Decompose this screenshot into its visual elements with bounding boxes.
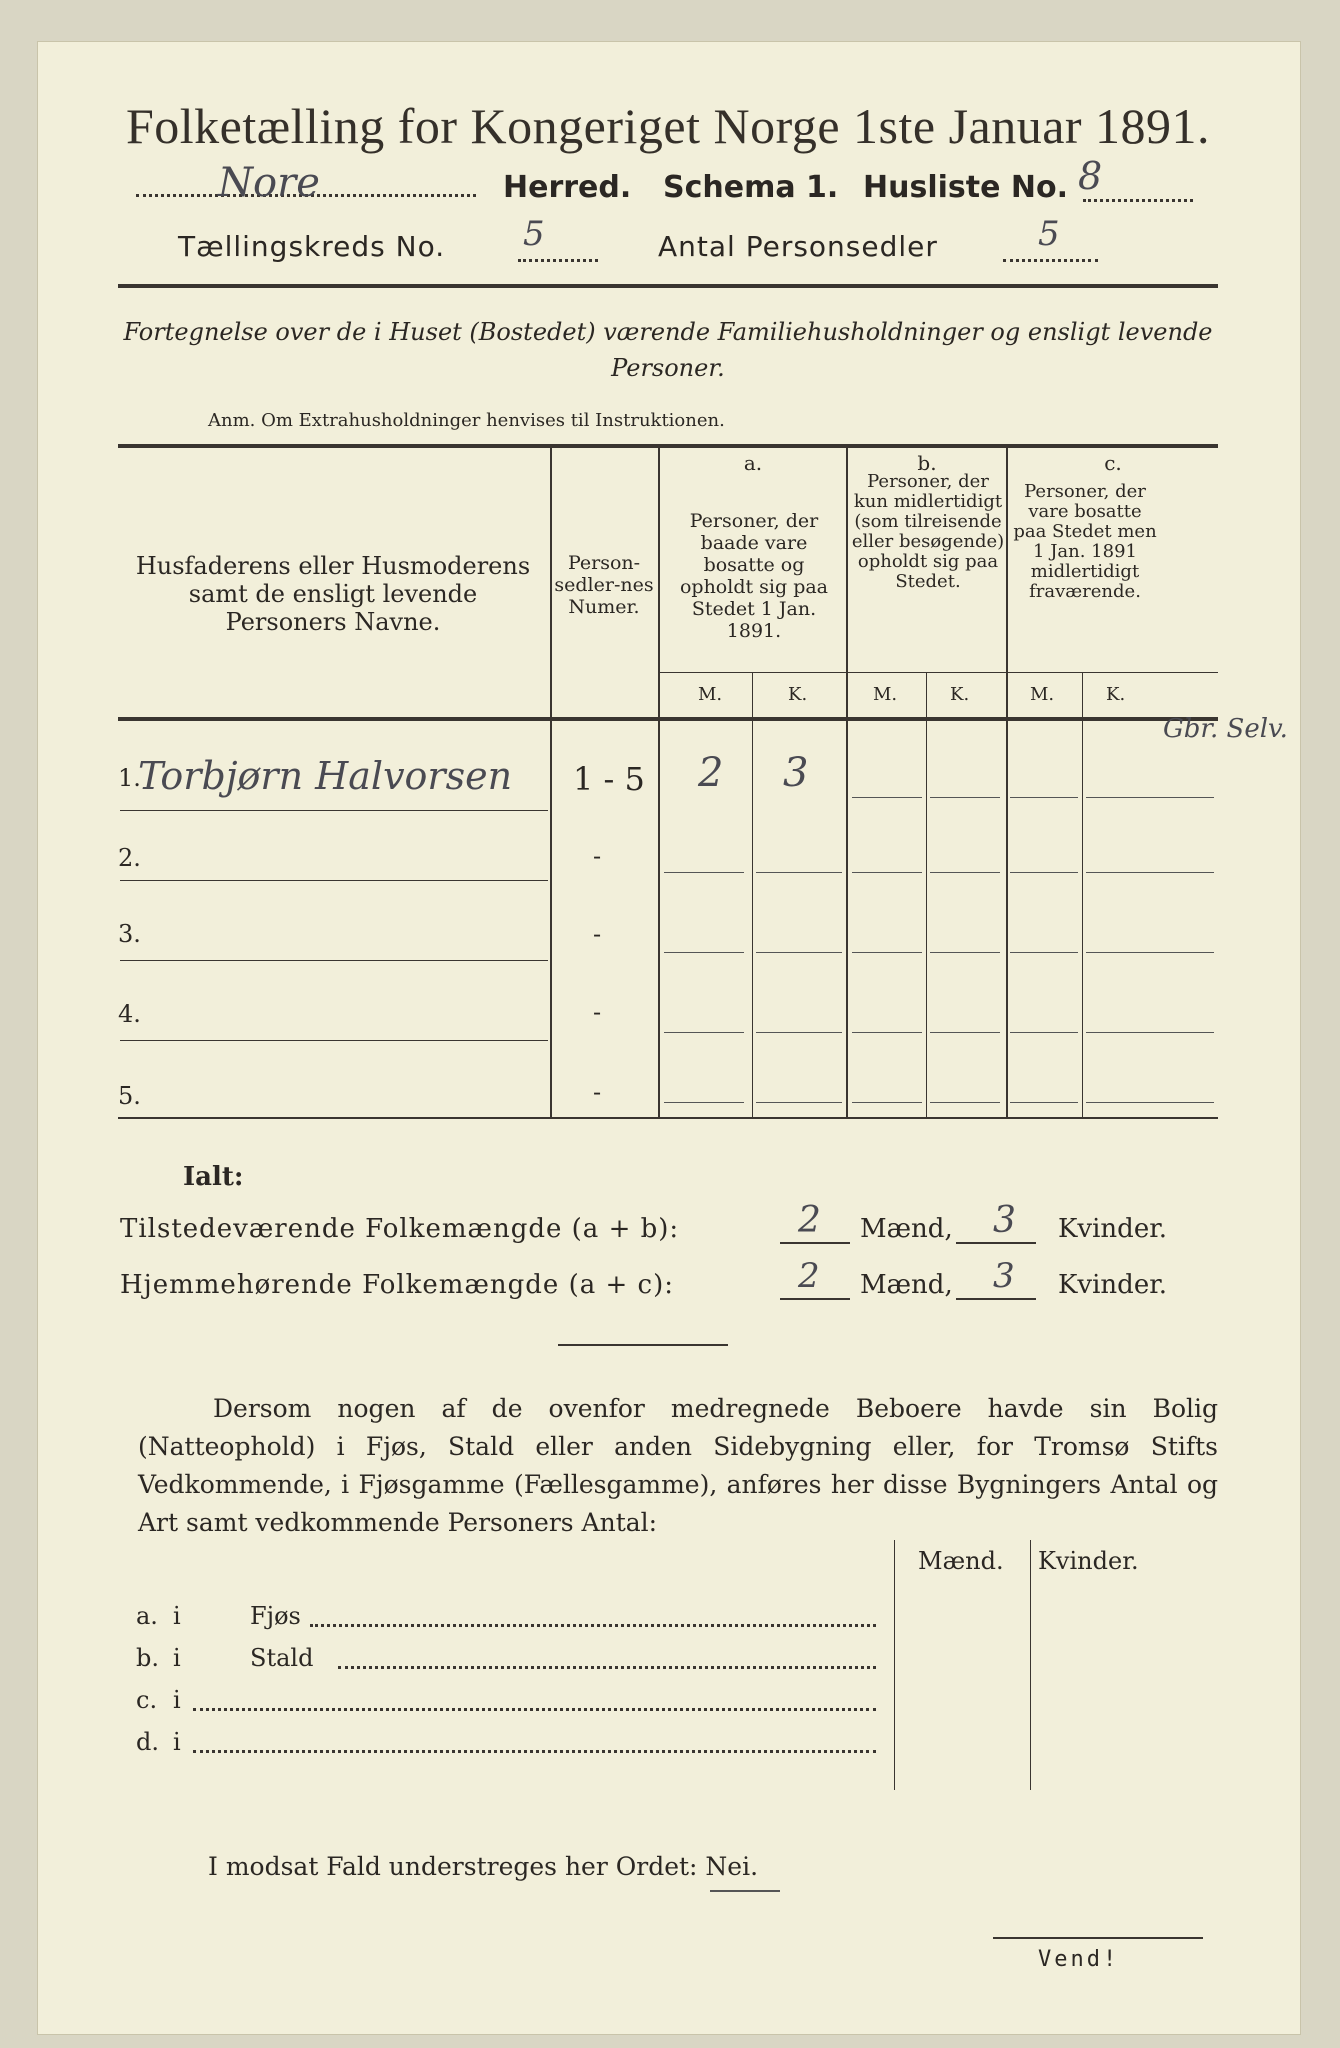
blank-cell-dash <box>930 952 1000 953</box>
building-letter: a. <box>136 1602 158 1630</box>
blank-cell-dash <box>852 952 922 953</box>
building-leader <box>193 1708 876 1711</box>
row-rule <box>120 1040 548 1041</box>
antal-label: Antal Personsedler <box>658 230 938 263</box>
b-m-header: M. <box>873 684 898 705</box>
maend-label: Mænd, <box>860 1214 953 1244</box>
schema-label: Schema 1. <box>663 170 839 205</box>
blank-cell-dash <box>664 1032 744 1033</box>
kvinder-label: Kvinder. <box>1058 1270 1168 1300</box>
col-divider <box>658 448 660 1117</box>
blank-cell-dash <box>664 1102 744 1103</box>
blank-cell-dash <box>756 872 842 873</box>
taellingskreds-value: 5 <box>523 214 545 254</box>
blank-cell-dash <box>756 952 842 953</box>
census-form <box>38 42 1300 2034</box>
building-prep: i <box>173 1602 181 1630</box>
hjemme-kvinder-line <box>956 1298 1036 1300</box>
anm-text: Anm. Om Extrahusholdninger henvises til Instruktionen. <box>208 410 725 431</box>
household-name: Torbjørn Halvorsen <box>138 754 513 798</box>
building-prep: i <box>173 1644 181 1672</box>
hjemme-label: Hjemmehørende Folkemængde (a + c): <box>120 1270 674 1300</box>
building-letter: d. <box>136 1728 159 1756</box>
tilstede-maend-value: 2 <box>798 1200 821 1241</box>
table-header-rule <box>118 717 1218 721</box>
col-divider <box>1082 672 1083 1117</box>
personsedler-numer: - <box>593 920 602 948</box>
building-letter: b. <box>136 1644 159 1672</box>
buildings-col-divider <box>1030 1540 1031 1790</box>
building-letter: c. <box>136 1686 158 1714</box>
personsedler-numer: - <box>593 1078 602 1106</box>
col-c-header: Personer, der vare bosatte paa Stedet men 1 Jan. 1891 midlertidigt fraværende. <box>1013 481 1157 602</box>
header-rule <box>118 284 1218 288</box>
margin-note: Gbr. Selv. <box>1163 714 1288 744</box>
tilstede-maend-line <box>780 1242 850 1244</box>
row-number: 1. <box>118 764 141 792</box>
kvinder-label: Kvinder. <box>1058 1214 1168 1244</box>
col-b-letter: b. <box>917 451 937 475</box>
blank-cell-dash <box>1086 872 1214 873</box>
blank-cell-dash <box>1010 797 1078 798</box>
blank-cell-dash <box>664 872 744 873</box>
col-b-header: Personer, der kun midlertidigt (som tilreisende eller besøgende) opholdt sig paa Stedet. <box>851 471 1005 592</box>
husliste-value: 8 <box>1078 154 1103 198</box>
personsedler-numer: - <box>593 842 602 870</box>
col-divider <box>550 448 552 1117</box>
blank-cell-dash <box>930 797 1000 798</box>
table-bottom-rule <box>118 1117 1218 1119</box>
blank-cell-dash <box>756 1102 842 1103</box>
row-number: 5. <box>118 1082 141 1110</box>
buildings-col-divider <box>894 1540 895 1790</box>
mk-rule <box>660 672 1218 673</box>
modsat-text: I modsat Fald understreges her Ordet: Nei. <box>208 1852 759 1881</box>
row-number: 3. <box>118 920 141 948</box>
building-leader <box>338 1666 876 1669</box>
blank-cell-dash <box>852 797 922 798</box>
maend-label: Mænd, <box>860 1270 953 1300</box>
personsedler-numer: 1 - 5 <box>573 760 645 798</box>
blank-cell-dash <box>1010 872 1078 873</box>
blank-cell-dash <box>756 1032 842 1033</box>
c-m-header: M. <box>1030 684 1055 705</box>
row-number: 2. <box>118 844 141 872</box>
col-divider <box>752 672 753 1117</box>
blank-cell-dash <box>1086 1032 1214 1033</box>
row-number: 4. <box>118 1000 141 1028</box>
table-top-rule <box>118 444 1218 448</box>
form-title: Folketælling for Kongeriget Norge 1ste Januar 1891. <box>125 98 1211 154</box>
a-m-value: 2 <box>698 750 724 796</box>
a-m-header: M. <box>698 684 723 705</box>
building-leader <box>310 1624 876 1627</box>
row-rule <box>120 960 548 961</box>
col-divider <box>926 672 927 1117</box>
blank-cell-dash <box>664 952 744 953</box>
tilstede-label: Tilstedeværende Folkemængde (a + b): <box>120 1214 680 1244</box>
blank-cell-dash <box>1010 1102 1078 1103</box>
col-divider <box>1006 448 1008 1117</box>
building-prep: i <box>173 1728 181 1756</box>
row-rule <box>120 810 548 811</box>
hjemme-maend-value: 2 <box>798 1256 820 1296</box>
col-a-header: Personer, der baade vare bosatte og opholdt sig paa Stedet 1 Jan. 1891. <box>679 510 829 642</box>
ialt-label: Ialt: <box>183 1162 244 1192</box>
vend-text: Vend! <box>1038 1947 1120 1972</box>
col-c-letter: c. <box>1104 451 1122 475</box>
blank-cell-dash <box>1086 1102 1214 1103</box>
personsedler-numer: - <box>593 998 602 1026</box>
col-name-header: Husfaderens eller Husmoderens samt de ensligt levende Personers Navne. <box>135 552 531 636</box>
nei-underline <box>710 1890 780 1892</box>
blank-cell-dash <box>1010 952 1078 953</box>
buildings-paragraph: Dersom nogen af de ovenfor medregnede Beboere havde sin Bolig (Natteophold) i Fjøs, Stald eller anden Sidebygning eller, for Tromsø Stifts Vedkommende, i Fjøsgamme (Fællesgamme), anføres her disse Bygningers Antal og Art samt vedkommende Personers Antal: <box>138 1394 1218 1537</box>
husliste-label: Husliste No. <box>863 170 1068 205</box>
b-k-header: K. <box>950 684 970 705</box>
blank-cell-dash <box>1010 1032 1078 1033</box>
blank-cell-dash <box>852 872 922 873</box>
blank-cell-dash <box>930 872 1000 873</box>
section-divider <box>558 1344 728 1346</box>
hjemme-kvinder-value: 3 <box>993 1256 1015 1296</box>
tilstede-kvinder-value: 3 <box>993 1200 1016 1241</box>
tilstede-kvinder-line <box>956 1242 1036 1244</box>
row-rule <box>120 880 548 881</box>
building-prep: i <box>173 1686 181 1714</box>
blank-cell-dash <box>852 1032 922 1033</box>
blank-cell-dash <box>930 1102 1000 1103</box>
col-a-letter: a. <box>743 451 763 475</box>
c-k-header: K. <box>1106 684 1126 705</box>
blank-cell-dash <box>852 1102 922 1103</box>
herred-value: Nore <box>218 160 320 206</box>
antal-leader <box>1003 257 1098 262</box>
husliste-leader <box>1083 197 1193 202</box>
blank-cell-dash <box>1086 952 1214 953</box>
taellingskreds-leader <box>518 257 598 262</box>
building-name: Stald <box>250 1644 314 1672</box>
antal-value: 5 <box>1038 214 1060 254</box>
herred-label: Herred. <box>503 170 632 205</box>
vend-rule <box>993 1937 1203 1939</box>
buildings-maend-header: Mænd. <box>918 1547 1004 1575</box>
taellingskreds-label: Tællingskreds No. <box>178 230 446 263</box>
col-numer-header: Person-sedler-nes Numer. <box>554 552 654 618</box>
intro-text: Fortegnelse over de i Huset (Bostedet) værende Familiehusholdninger og ensligt levende Personer. <box>123 318 1213 382</box>
a-k-value: 3 <box>783 750 809 796</box>
hjemme-maend-line <box>780 1298 850 1300</box>
building-name: Fjøs <box>250 1602 301 1630</box>
a-k-header: K. <box>788 684 808 705</box>
building-leader <box>193 1750 876 1753</box>
blank-cell-dash <box>930 1032 1000 1033</box>
col-divider <box>846 448 848 1117</box>
buildings-kvinder-header: Kvinder. <box>1038 1547 1139 1575</box>
blank-cell-dash <box>1086 797 1214 798</box>
